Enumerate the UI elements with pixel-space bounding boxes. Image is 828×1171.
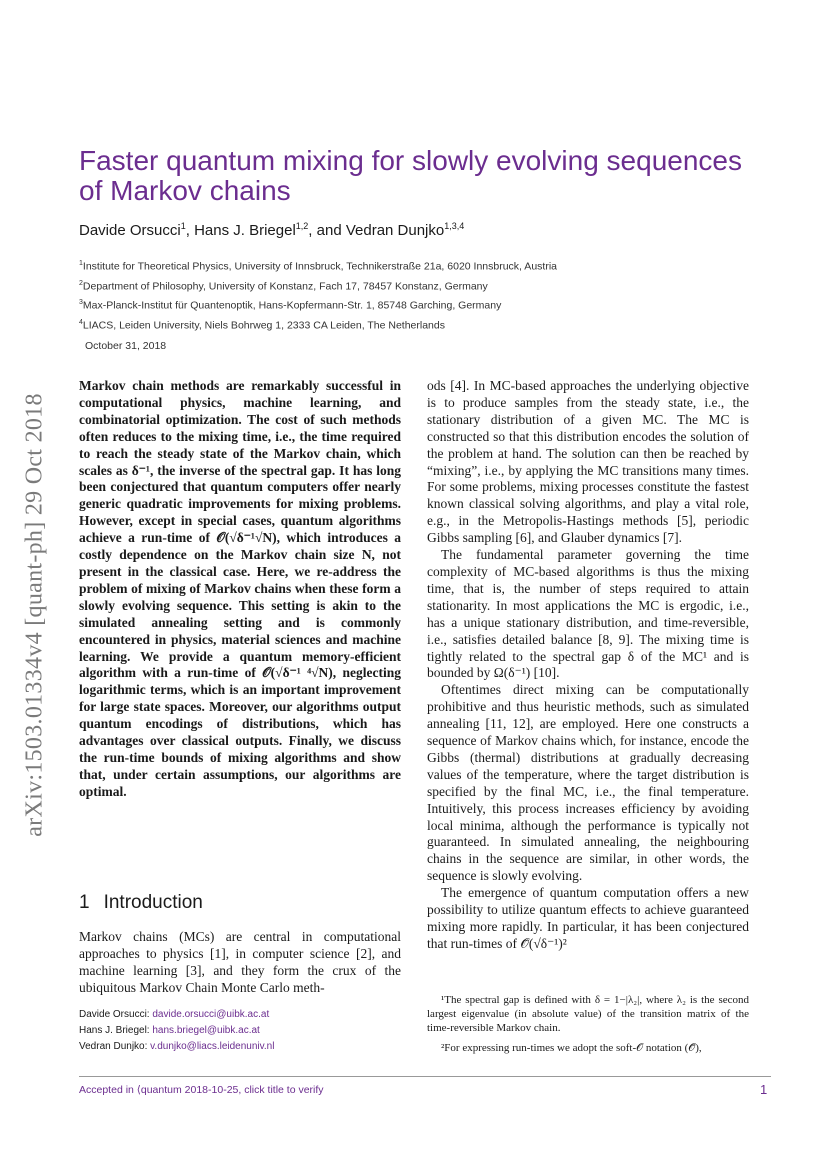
affiliation-4 (79, 319, 557, 339)
right-column (427, 378, 749, 953)
intro-paragraph: Markov chains (MCs) are central in computational approaches to physics [1], in computer science [2], and machine learning [3], and they form the crux of the ubiquitous Markov Chain Monte Carlo meth- (79, 929, 401, 995)
section-title: Introduction (103, 892, 203, 913)
author-1-sup: 1 (180, 221, 186, 231)
section-number: 1 (79, 892, 90, 913)
affiliation-3 (79, 299, 557, 319)
affiliation-1-text: Institute for Theoretical Physics, University of Innsbruck, Technikerstraße 21a, 6020 Innsbruck, Austria (82, 260, 557, 273)
abstract: Markov chain methods are remarkably successful in computational physics, machine learning, and combinatorial optimization. The cost of such methods often reduces to the mixing time, i.e., the time required to reach the steady state of the Markov chain, which scales as δ⁻¹, the inverse of the spectral gap. It has long been conjectured that quantum computers offer nearly generic quadratic improvements for mixing problems. However, except in special cases, quantum algorithms achieve a run-time of 𝒪(√δ⁻¹√N), which introduces a costly dependence on the Markov chain size N, not present in the classical case. Here, we re-address the problem of mixing of Markov chains when these form a slowly evolving sequence. This setting is akin to the simulated annealing setting and is commonly encountered in physics, material sciences and machine learning. We provide a quantum memory-efficient algorithm with a run-time of 𝒪(√δ⁻¹ ⁴√N), neglecting logarithmic terms, which is an important improvement for large state spaces. Moreover, our algorithms output quantum encodings of distributions, which has advantages over classical outputs. Finally, we discuss the run-time bounds of mixing algorithms and show that, under certain assumptions, our algorithms are optimal. (79, 378, 401, 799)
footer-accepted-link[interactable]: Accepted in ⟨quantum 2018-10-25, click title to verify (79, 1084, 324, 1096)
affiliation-list (79, 260, 557, 338)
footnote-2: ²For expressing run-times we adopt the soft-𝒪 notation (𝒪̃), (441, 1042, 702, 1054)
email-name: Vedran Dunjko: (79, 1041, 148, 1052)
affiliation-3-text: Max-Planck-Institut für Quantenoptik, Hans-Kopfermann-Str. 1, 85748 Garching, Germany (82, 299, 502, 312)
affiliation-3-sup: 3 (79, 299, 83, 306)
section-heading (79, 892, 203, 914)
email-link[interactable]: v.dunjko@liacs.leidenuniv.nl (150, 1041, 275, 1052)
email-row (79, 1007, 274, 1023)
author-list: Davide Orsucci$^1$, Hans J. Briegel$^{1,2}$, and Vedran Dunjko$^{1,3,4}$ (79, 221, 465, 239)
paper-title[interactable]: Faster quantum mixing for slowly evolving sequences of Markov chains (79, 145, 742, 206)
author-3-sup: 1,3,4 (444, 221, 465, 231)
author-2: Hans J. Briegel (194, 222, 296, 239)
email-list (79, 1007, 274, 1055)
publication-date: October 31, 2018 (85, 340, 167, 352)
email-row (79, 1039, 274, 1055)
affiliation-4-sup: 4 (79, 318, 83, 326)
body-paragraph: The emergence of quantum computation offers a new possibility to utilize quantum effects to achieve guaranteed mixing more rapidly. In particular, it has been conjectured that run-times of 𝒪̃(√δ⁻¹)² (427, 885, 749, 951)
body-paragraph: The fundamental parameter governing the time complexity of MC-based algorithms is thus the mixing time, that is, the number of steps required to attain stationarity. In most applications the MC is ergodic, i.e., has a unique stationary distribution, and time-reversible, i.e., satisfies detailed balance [8, 9]. The mixing time is tightly related to the spectral gap δ of the MC¹ and is bounded by Ω(δ⁻¹) [10]. (427, 547, 749, 681)
affiliation-2-text: Department of Philosophy, University of Konstanz, Fach 17, 78457 Konstanz, Germany (82, 280, 488, 292)
email-name: Davide Orsucci: (79, 1009, 150, 1020)
author-1: Davide Orsucci (79, 222, 181, 239)
affiliation-4-text: LIACS, Leiden University, Niels Bohrweg 1, 2333 CA Leiden, The Netherlands (82, 319, 445, 331)
email-row (79, 1023, 274, 1039)
footer-divider (79, 1076, 771, 1077)
arxiv-identifier-text: arXiv:1503.01334v4 [quant-ph] 29 Oct 2018 (21, 393, 48, 837)
email-link[interactable]: davide.orsucci@uibk.ac.at (152, 1009, 270, 1020)
email-link[interactable]: hans.briegel@uibk.ac.at (152, 1025, 260, 1036)
affiliation-1 (79, 260, 557, 280)
body-paragraph: Oftentimes direct mixing can be computationally prohibitive and thus heuristic methods, such as simulated annealing [11, 12], are employed. Here one constructs a sequence of Markov chains which, for instance, encode the Gibbs (thermal) distributions at gradually decreasing values of the temperature, where the target distribution is specified by the final MC, i.e., the final temperature. Intuitively, this process increases efficiency by avoiding local minima, although the performance is typically not guaranteed. In simulated annealing, the neighbouring chains in the sequence are similar, in other words, the sequence is slowly evolving. (427, 682, 749, 884)
author-3: and Vedran Dunjko (316, 222, 445, 239)
body-paragraph: ods [4]. In MC-based approaches the underlying objective is to produce samples from the steady state, i.e., the stationary distribution of a given MC. The MC is constructed so that this distribution encodes the solution of the problem at hand. The solution can then be reached by “mixing”, i.e., by applying the MC transitions many times. For some problems, mixing processes constitute the fastest known classical solving algorithms, and play a vital role, e.g., in the Metropolis-Hastings methods [5], periodic Gibbs sampling [6], and Glauber dynamics [7]. (427, 378, 749, 546)
page-number: 1 (760, 1082, 768, 1097)
email-name: Hans J. Briegel: (79, 1025, 150, 1036)
affiliation-1-sup: 1 (79, 260, 83, 267)
footnote-1: ¹The spectral gap is defined with δ = 1−|λ₂|, where λ₂ is the second largest eigenvalue (in absolute value) of the transition matrix of the time-reversible Markov chain. (427, 994, 749, 1034)
affiliation-2-sup: 2 (79, 279, 83, 287)
author-2-sup: 1,2 (295, 221, 309, 231)
arxiv-identifier (20, 355, 50, 875)
footnotes (427, 993, 749, 1061)
affiliation-2 (79, 280, 557, 300)
